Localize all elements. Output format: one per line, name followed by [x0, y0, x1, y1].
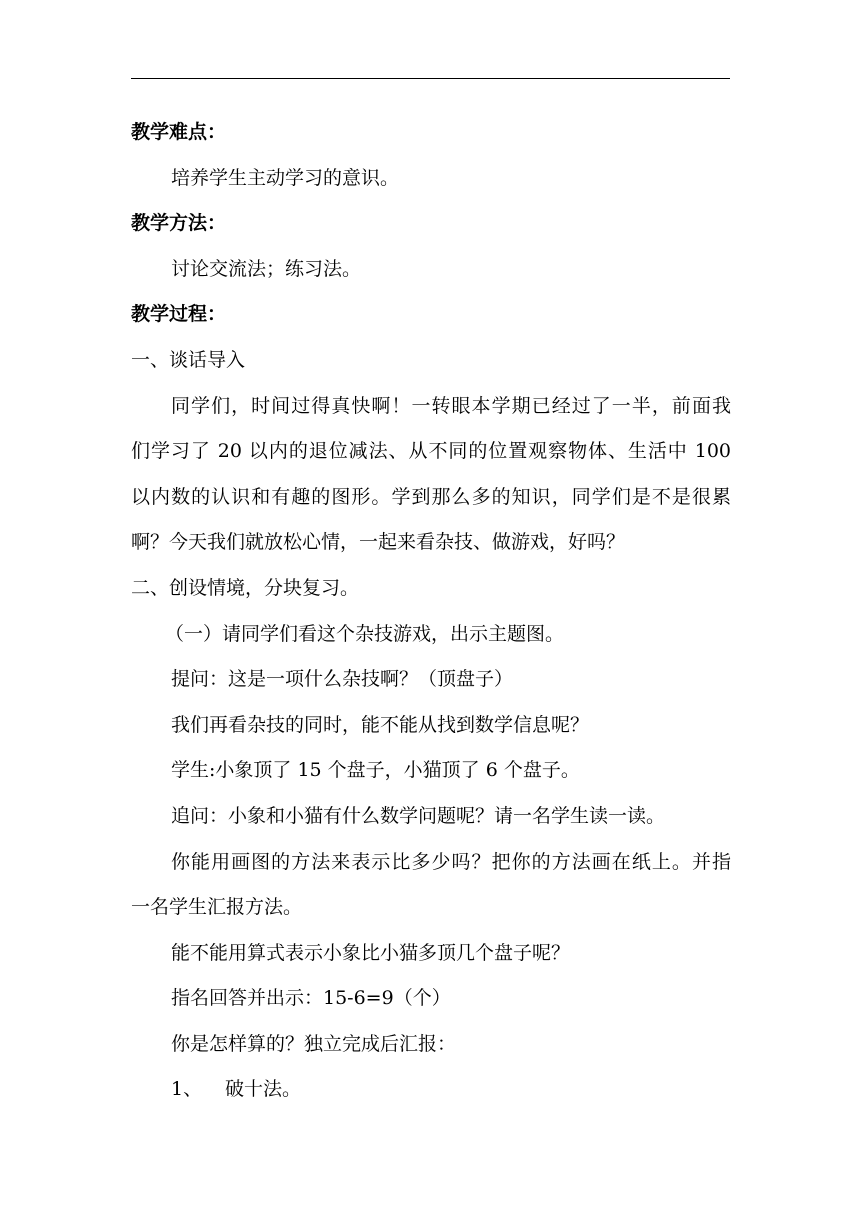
section-title-intro: 一、谈话导入: [131, 348, 246, 371]
heading-teaching-difficulty: 教学难点：: [131, 121, 227, 143]
paragraph-line: 以内数的认识和有趣的图形。学到那么多的知识，同学们是不是很累: [131, 485, 731, 508]
paragraph-line: 你能用画图的方法来表示比多少吗？把你的方法画在纸上。并指: [171, 850, 731, 873]
paragraph-line: 指名回答并出示：15-6=9（个）: [171, 987, 451, 1010]
header-rule: [131, 78, 730, 79]
paragraph-line: 提问：这是一项什么杂技啊？（顶盘子）: [171, 668, 514, 691]
heading-teaching-process: 教学过程：: [131, 303, 227, 326]
list-item-number: 1、: [171, 1078, 203, 1101]
paragraph-line: 学生:小象顶了 15 个盘子，小猫顶了 6 个盘子。: [171, 759, 580, 782]
paragraph-line: 同学们，时间过得真快啊！一转眼本学期已经过了一半，前面我: [171, 394, 731, 417]
list-item-text: 破十法。: [225, 1078, 302, 1101]
paragraph-line: 啊？今天我们就放松心情，一起来看杂技、做游戏，好吗？: [131, 531, 626, 554]
paragraph-line: 追问：小象和小猫有什么数学问题呢？请一名学生读一读。: [171, 804, 666, 827]
section-title-review: 二、创设情境，分块复习。: [131, 576, 360, 599]
heading-teaching-method: 教学方法：: [131, 212, 227, 235]
paragraph-line: 能不能用算式表示小象比小猫多顶几个盘子呢？: [171, 941, 571, 964]
paragraph-line: 讨论交流法；练习法。: [171, 257, 362, 280]
paragraph-line: 培养学生主动学习的意识。: [171, 166, 400, 189]
document-body: [131, 110, 731, 1113]
paragraph-line: 我们再看杂技的同时，能不能从找到数学信息呢？: [171, 713, 590, 736]
list-item: [131, 1067, 731, 1113]
paragraph-line: 一名学生汇报方法。: [131, 896, 303, 919]
paragraph-line: （一）请同学们看这个杂技游戏，出示主题图。: [165, 622, 565, 645]
paragraph-line: 们学习了 20 以内的退位减法、从不同的位置观察物体、生活中 100: [131, 440, 731, 463]
paragraph-line: 你是怎样算的？独立完成后汇报：: [171, 1032, 457, 1055]
